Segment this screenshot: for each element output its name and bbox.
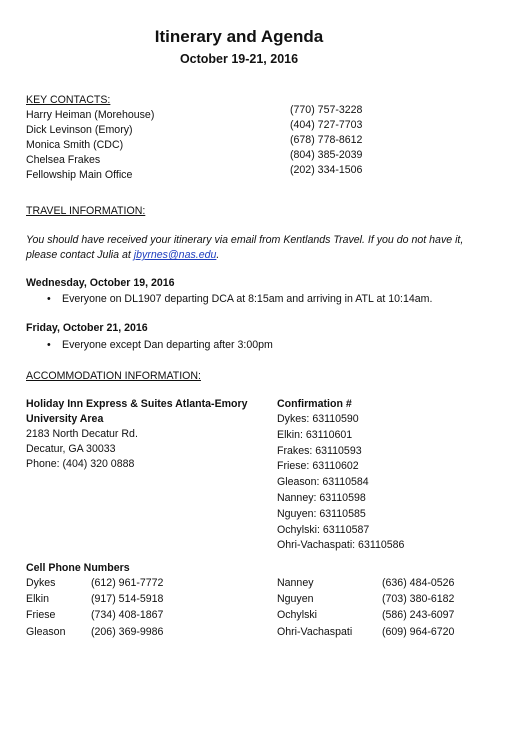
confirmation-item: Ohri-Vachaspati: 63110586 bbox=[277, 539, 405, 552]
email-link[interactable]: jbyrnes@nas.edu bbox=[133, 249, 217, 261]
cell-phone-row bbox=[277, 592, 454, 608]
confirmation-item: Elkin: 63110601 bbox=[277, 428, 353, 441]
confirmation-item: Ochylski: 63110587 bbox=[277, 523, 370, 536]
confirmation-item: Frakes: 63110593 bbox=[277, 444, 362, 457]
cell-phone-row bbox=[26, 625, 163, 641]
travel-note-suffix: . bbox=[216, 249, 220, 261]
bullet-glyph: • bbox=[47, 339, 51, 351]
accommodation-heading: ACCOMMODATION INFORMATION: bbox=[26, 370, 201, 382]
confirmation-item: Gleason: 63110584 bbox=[277, 476, 369, 489]
contact-name: Fellowship Main Office bbox=[26, 169, 133, 181]
cell-phone-row bbox=[277, 576, 454, 592]
cell-number: (612) 961-7772 bbox=[91, 577, 164, 589]
contact-name: Monica Smith (CDC) bbox=[26, 139, 124, 151]
confirmation-item: Dykes: 63110590 bbox=[277, 413, 359, 425]
travel-day-date: Friday, October 21, 2016 bbox=[26, 322, 148, 334]
travel-note-line1: You should have received your itinerary via email from Kentlands Travel. If you do not have it, bbox=[26, 234, 464, 246]
cell-phone-row bbox=[26, 576, 163, 592]
cell-phone-row bbox=[277, 625, 454, 641]
key-contacts-names bbox=[26, 108, 154, 183]
confirmation-heading: Confirmation # bbox=[277, 398, 352, 410]
hotel-phone: Phone: (404) 320 0888 bbox=[26, 458, 135, 470]
cell-name: Elkin bbox=[26, 593, 49, 606]
cell-number: (206) 369-9986 bbox=[91, 625, 164, 638]
contact-name: Dick Levinson (Emory) bbox=[26, 124, 133, 136]
contact-phone: (678) 778-8612 bbox=[290, 134, 363, 146]
contact-name: Chelsea Frakes bbox=[26, 154, 101, 166]
hotel-address2: Decatur, GA 30033 bbox=[26, 443, 116, 455]
key-contacts-phones bbox=[290, 103, 362, 178]
cell-phones-right bbox=[277, 576, 454, 641]
cell-number: (609) 964-6720 bbox=[382, 625, 455, 638]
cell-number: (586) 243-6097 bbox=[382, 609, 455, 622]
travel-day-bullet bbox=[47, 292, 432, 307]
hotel-name-line2: University Area bbox=[26, 413, 104, 425]
travel-note-prefix: please contact Julia at bbox=[26, 249, 134, 261]
cell-number: (703) 380-6182 bbox=[382, 593, 455, 606]
bullet-glyph: • bbox=[47, 293, 51, 305]
cell-name: Ohri-Vachaspati bbox=[277, 625, 353, 638]
page-title: Itinerary and Agenda bbox=[154, 27, 324, 46]
cell-phone-row bbox=[277, 608, 454, 624]
cell-number: (734) 408-1867 bbox=[91, 609, 164, 622]
cell-phone-row bbox=[26, 608, 163, 624]
travel-day-date: Wednesday, October 19, 2016 bbox=[26, 277, 175, 289]
hotel-address1: 2183 North Decatur Rd. bbox=[26, 428, 138, 440]
cell-name: Nguyen bbox=[277, 593, 314, 606]
travel-note-line2 bbox=[26, 248, 219, 263]
travel-day-text: Everyone except Dan departing after 3:00pm bbox=[62, 339, 273, 351]
cell-number: (917) 514-5918 bbox=[91, 593, 164, 606]
contact-phone: (804) 385-2039 bbox=[290, 149, 363, 161]
cell-name: Nanney bbox=[277, 577, 314, 589]
contact-phone: (770) 757-3228 bbox=[290, 104, 363, 116]
cell-name: Dykes bbox=[26, 577, 56, 589]
confirmation-block bbox=[277, 397, 404, 554]
confirmation-item: Friese: 63110602 bbox=[277, 460, 359, 473]
contact-phone: (202) 334-1506 bbox=[290, 164, 363, 176]
contact-phone: (404) 727-7703 bbox=[290, 119, 363, 131]
cell-name: Ochylski bbox=[277, 609, 318, 622]
travel-day-bullet bbox=[47, 338, 273, 353]
travel-day-text: Everyone on DL1907 departing DCA at 8:15am and arriving in ATL at 10:14am. bbox=[62, 293, 433, 305]
cell-phones-left bbox=[26, 576, 163, 641]
cell-phone-row bbox=[26, 592, 163, 608]
hotel-name-line1: Holiday Inn Express & Suites Atlanta-Emory bbox=[26, 398, 248, 410]
cell-phones-heading: Cell Phone Numbers bbox=[26, 562, 130, 574]
key-contacts-heading: KEY CONTACTS: bbox=[26, 94, 111, 106]
contact-name: Harry Heiman (Morehouse) bbox=[26, 109, 155, 121]
confirmation-item: Nanney: 63110598 bbox=[277, 491, 366, 504]
cell-name: Gleason bbox=[26, 625, 66, 638]
cell-name: Friese bbox=[26, 609, 56, 622]
confirmation-item: Nguyen: 63110585 bbox=[277, 507, 366, 520]
hotel-block bbox=[26, 397, 248, 472]
travel-heading: TRAVEL INFORMATION: bbox=[26, 205, 146, 217]
cell-number: (636) 484-0526 bbox=[382, 577, 455, 589]
page-dates: October 19-21, 2016 bbox=[179, 52, 299, 66]
